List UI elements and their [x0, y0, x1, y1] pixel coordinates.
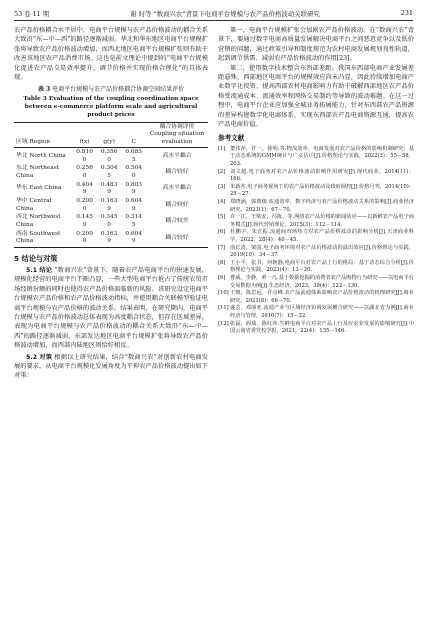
table-row: [14, 165, 208, 181]
body-paragraph: “数商兴农”背景下，随着农产品电商平台的快速发展，规模化经营的电商平台不断凸显，一些大型电商平台抢占了传统农贸市场经销份额的同时也使得农产品价格面临新的风险。该研究设定电商平台规模农产品价格和农产品价格波动指标，并使用耦合关联模型验证电商平台规模与农产品价格的波动关系。结果表明，在研究期内，电商平台规模与农产品价格波动总体表现为高度耦合状态，但存在区域差异，表现为电商平台规模与农产品价格波动的耦合关系大致沿“东—中—西”的路径逐渐减弱，东部发达地区电商平台规模扩张将导致农产品价格波动增加，而西部内陆地区则恰好相反。: [14, 266, 209, 350]
table-cell: 0.345 0: [100, 214, 118, 229]
table-row: [14, 181, 208, 197]
table-cell: 0.810 0: [76, 148, 93, 163]
reference-item: [8] 王小平，张书，何婉静.电商平台对农产品上行的格局：基于动态综合分析[J].价格理论与实践，2023(4)：13－20.: [218, 259, 414, 274]
table-cell: 耦合较好: [165, 169, 189, 176]
table-cell: 0.163 9: [97, 230, 122, 247]
table-cell: 0.145 9: [76, 214, 93, 229]
references-list: [218, 146, 414, 336]
table-caption-label: 表 3: [37, 86, 51, 94]
table-cell: 0.604 9: [125, 198, 142, 212]
table-row: [14, 230, 208, 247]
coupling-table: [14, 122, 208, 248]
table-cell: 耦合较差: [165, 218, 189, 225]
reference-item: [7] 俞长清，梁国.电子商务环境对农产品价格波动的溢出效应[J].价格理论与实践，2019(10)：34－37.: [218, 244, 414, 259]
reference-item: [12] 张磊，阎瑞，陈红萍.生鲜电商平台对农产品上行及应农业发展的影响研究[J].中国云南省委党校学报，2021，22(4)：135－146.: [218, 320, 414, 335]
table-cell: 东北 Northeast China: [16, 165, 60, 179]
table-cell: 0.683 5: [125, 148, 142, 163]
table-cell: 西北 Northwest China: [16, 214, 61, 229]
issue-label: 53 卷 11 期: [14, 9, 50, 18]
reference-item: [11] 盛芸，邓丽亚.流通产业与区域经济协调发展耦合研究——以湖北省为例[J].商业经济与管理，2016(7)：15－22.: [218, 305, 414, 319]
table-cell: 耦合较好: [165, 201, 189, 208]
table-cell: 0.200 0: [76, 198, 93, 212]
table-cell: 0.356 0: [100, 148, 118, 163]
references-title: 参考文献: [218, 134, 245, 143]
table-cell: 耦合较好: [146, 230, 208, 247]
section-heading: 5 结论与对策: [14, 253, 58, 263]
table-cell: 0.803 9: [125, 181, 142, 196]
body-paragraph: 农产品价格耦合水平居中，电商平台规模与农产品价格波动的耦合关系大致沿“东—中—西”的路径逐渐减弱。华北和华东地区电商平台规模扩张将导致农产品价格波动增加，而西北地区电商平台规模扩张则有助于改善该地区农产品消费市场。这也是前文理论中提到的“电商平台规模化促进农产品交易效率提升，调节价格并实现价格合理化”的具体表现。: [14, 27, 208, 82]
subsection-heading: 5.1 结论: [26, 266, 53, 274]
body-paragraph: 第一，电商平台规模扩张会加剧农产品价格波动。在“数商兴农”背景下，要通过数字电商高质量发展解决电商平台之间恶意竞争以及低价营销的问题，通过政策引导和制度规范为农村电商发展规划良性轨道，起到调节供需、减弱农产品价格波动的作用[23]。: [218, 27, 414, 63]
table-header-evaluation: 耦合协调评价 Coupling situation evaluation: [146, 122, 208, 148]
reference-item: [5] 许一江，王梁安，冯陈，等.网络农产品价格的新闻效应——以新鲜农产品电子商务模式[J].现代营销理论，2015(3)：112－114.: [218, 214, 414, 228]
table-cell: 华北 North China: [16, 152, 66, 159]
right-column: [218, 26, 414, 336]
table-cell: 高水平耦合: [162, 152, 192, 159]
subsection-heading: 5.2 对策: [26, 353, 53, 361]
table-header-c: C: [121, 122, 146, 148]
table-cell: 0.163 9: [100, 198, 118, 212]
table-cell: 华东 East China: [16, 185, 62, 192]
reference-item: [6] 杜鹏宇，朱正振.流通商市场势力对农产品价格波动的影响分析[J].天津商业科学，2022，28(4)：40－45.: [218, 229, 414, 243]
table-row: [14, 148, 208, 165]
reference-item: [1] 董伟萍，许一，徐明.等.物流效率、电商发展对农产品价格的影响机制研究：基于动态系统的GMM统计与广义估计[J].价格理论与实践，2022(3)：55－58，203.: [218, 145, 414, 168]
reference-item: [9] 曹威，李静，黄一凡.基于数据挖掘的消费者农产品购物行为研究——以电商平台交易数据为例[J].生态经济，2023，39(4)：122－130.: [218, 274, 414, 289]
reference-item: [10] 王朝，陈思远，许亮峰.农产品流通体系影响农产品价格波动的机理研究[J].商业研究，2021(8)：66－70.: [218, 290, 414, 304]
reference-item: [4] 郑晓涵，郭朗俊.流通效率，数字经济与农产品价格波动关系的影响[J].商业经济研究，2023(1)：67－70.: [218, 199, 414, 213]
table-header-fx: f(x): [72, 122, 97, 148]
body-paragraph: 第二，使用数字技术整合东西部差距。我国东西部电商产业发展差距悬殊，西部地区电商平台的规模效应尚未凸显，因此持续增加电商产业数字化投资，提高西部农村电商影响力有助于破解西部地区农产品价格受流通成本、流通效率和网络交易制约等导致的波动难题。在这一过程中，电商平台企业应加强全城业务拓展能力，针对东西部农产品资源的差异构建数字化电商体系，实现东西部农产品电商资源互通，提高农产品电商价值。: [218, 64, 414, 129]
table-cell: 西南 Southwest China: [14, 230, 72, 247]
table-cell: 0.504 0: [125, 165, 142, 179]
table-cell: 0.256 0: [76, 165, 93, 179]
table-header-gy: g(y): [97, 122, 122, 148]
running-header: [14, 6, 413, 21]
table-caption-en: Table 3 Evaluation of the coupling coordination space between e-commerce platform scale and agricultural product prices: [23, 95, 199, 119]
table-cell: 高水平耦合: [162, 185, 192, 192]
table-header-region: 区域 Region: [14, 122, 72, 148]
page-number: 231: [400, 9, 413, 17]
left-column: [14, 26, 208, 381]
body-paragraph: 根据以上研究结果，结合“数商兴农”对创新农村电商发展的要求，从电商平台规模化发展角度为平抑农产品价格波动提出如下对策：: [14, 353, 209, 380]
table-caption-text: 电商平台规模与农产品价格耦合协调空间结果评价: [52, 86, 185, 94]
table-cell: 0.200 0: [72, 230, 97, 247]
table-cell: 0.604 9: [121, 230, 146, 247]
table-cell: 0.314 5: [125, 214, 142, 229]
table-caption: [14, 86, 208, 95]
table-row: [14, 214, 208, 230]
table-cell: 0.404 9: [76, 181, 93, 196]
table-cell: 华中 Central China: [16, 198, 52, 212]
table-row: [14, 197, 208, 213]
running-title: 谢 时等 “数商兴农”背景下电商平台规模与农产品价格波动关联研究: [130, 9, 320, 18]
reference-item: [3] 朱新杰.电子商务视角下的农产品价格波动及政府调控[J].价格月刊，2014(10)：25－27.: [218, 183, 414, 198]
table-cell: 0.304 5: [100, 165, 118, 179]
reference-item: [2] 刘文超.电子商务对农产品价格波动影响作用研究[J].现代商业，2014(11)：166.: [218, 168, 414, 183]
table-cell: 0.483 9: [100, 181, 118, 196]
